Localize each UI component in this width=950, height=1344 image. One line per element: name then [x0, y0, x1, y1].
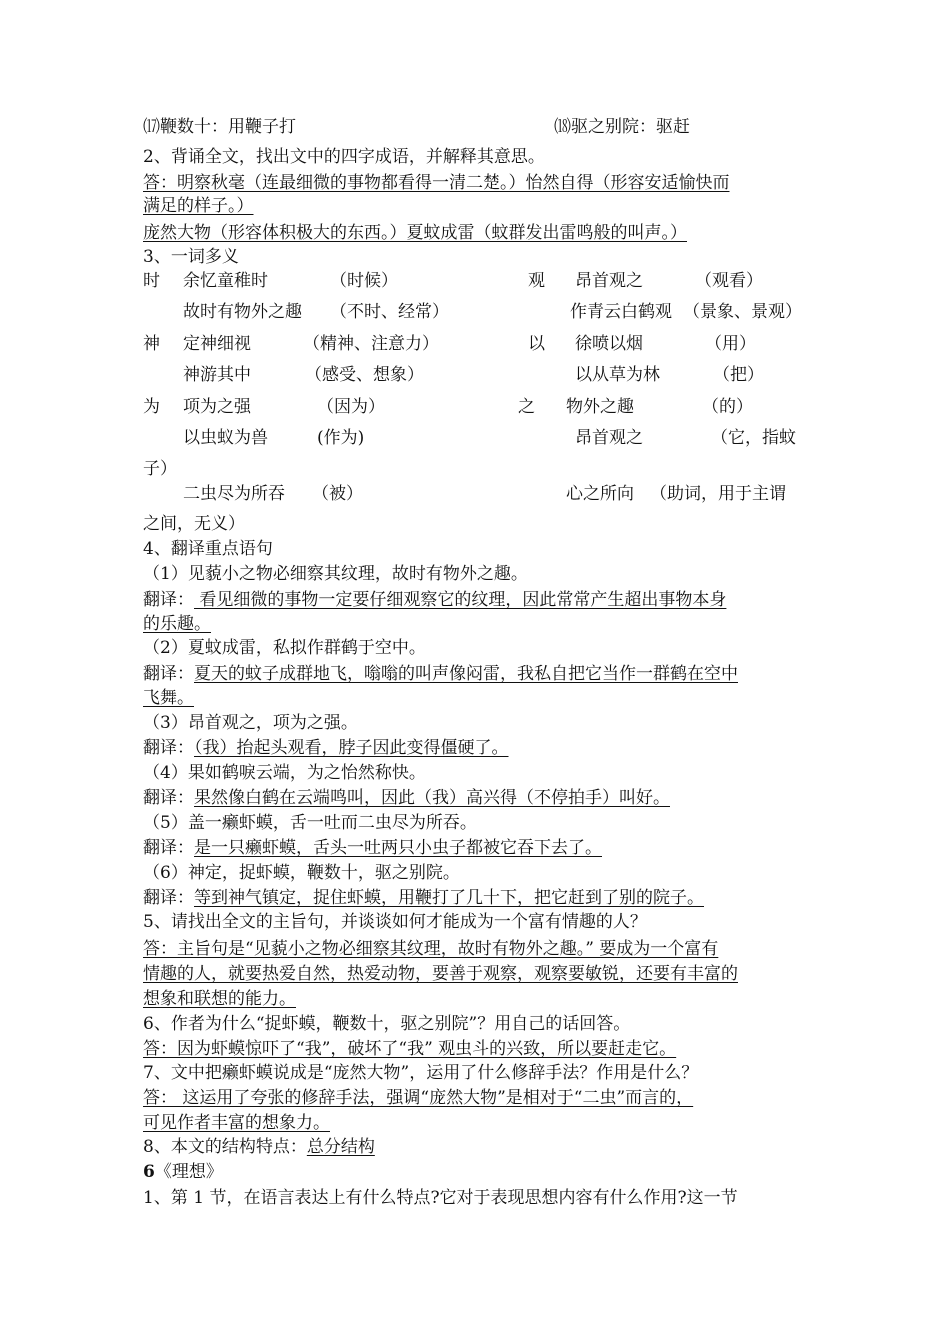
polysemy-example: 以虫蚁为兽	[183, 428, 268, 448]
polysemy-char: 为	[143, 397, 160, 417]
q4-source-4: （4）果如鹤唳云端，为之怡然称快。	[143, 763, 426, 783]
translation-label: 翻译：	[143, 590, 194, 610]
q8-answer: 总分结构	[306, 1137, 375, 1157]
q2-answer-line2: 满足的样子。）	[143, 196, 254, 216]
q4-source-5: （5）盖一癞虾蟆，舌一吐而二虫尽为所吞。	[143, 813, 477, 833]
section-title: 《理想》	[154, 1162, 223, 1182]
q4-source-6: （6）神定，捉虾蟆，鞭数十，驱之别院。	[143, 863, 460, 883]
q5-answer-line1: 答：主旨句是“见藐小之物必细察其纹理，故时有物外之趣。” 要成为一个富有	[143, 939, 719, 959]
polysemy-meaning: （被）	[312, 484, 363, 504]
q8-prefix: 8、本文的结构特点：	[143, 1137, 307, 1157]
q5-title: 5、请找出全文的主旨句，并谈谈如何才能成为一个富有情趣的人？	[143, 912, 647, 932]
translation-text: 果然像白鹤在云端鸣叫，因此（我）高兴得（不停拍手）叫好。	[194, 788, 670, 808]
polysemy-meaning: （的）	[702, 397, 753, 417]
polysemy-example: 徐喷以烟	[575, 334, 643, 354]
polysemy-meaning: （时候）	[330, 271, 398, 291]
polysemy-example: 昂首观之	[575, 428, 643, 448]
polysemy-meaning: （用）	[705, 334, 756, 354]
translation-text: 看见细微的事物一定要仔细观察它的纹理，因此常常产生超出事物本身	[194, 590, 727, 610]
polysemy-char: 观	[528, 271, 545, 291]
q4-translation-5	[143, 837, 602, 859]
polysemy-example: 定神细视	[183, 334, 251, 354]
polysemy-char: 以	[528, 334, 545, 354]
polysemy-meaning: （不时、经常）	[330, 302, 449, 322]
q4-translation-4	[143, 787, 670, 809]
q4-translation-6	[143, 887, 704, 909]
q4-source-1: （1）见藐小之物必细察其纹理，故时有物外之趣。	[143, 564, 528, 584]
q6-title: 6、作者为什么“捉虾蟆，鞭数十，驱之别院”？用自己的话回答。	[143, 1014, 631, 1034]
polysemy-continuation: 之间，无义）	[143, 514, 245, 534]
q7-answer-line1: 答： 这运用了夸张的修辞手法，强调“庞然大物”是相对于“二虫”而言的，	[143, 1088, 694, 1108]
q4-translation-2-cont: 飞舞。	[143, 688, 194, 708]
translation-text: 等到神气镇定，捉住虾蟆，用鞭打了几十下，把它赶到了别的院子。	[194, 888, 704, 908]
polysemy-meaning: （景象、景观）	[683, 302, 802, 322]
polysemy-char: 神	[143, 334, 160, 354]
q4-translation-1	[143, 589, 726, 611]
translation-label: 翻译：	[143, 738, 194, 758]
polysemy-example: 二虫尽为所吞	[183, 484, 285, 504]
polysemy-meaning: （精神、注意力）	[303, 334, 439, 354]
q6-answer: 答：因为虾蟆惊吓了“我”，破坏了“我” 观虫斗的兴致，所以要赶走它。	[143, 1039, 677, 1059]
q7-title: 7、文中把癞虾蟆说成是“庞然大物”，运用了什么修辞手法？作用是什么？	[143, 1063, 699, 1083]
translation-text: 夏天的蚊子成群地飞，嗡嗡的叫声像闷雷，我私自把它当作一群鹤在空中	[194, 664, 738, 684]
q3-title: 3、一词多义	[143, 247, 239, 267]
polysemy-char: 时	[143, 271, 160, 291]
q2-answer-line3: 庞然大物（形容体积极大的东西。）夏蚊成雷（蚊群发出雷鸣般的叫声。）	[143, 223, 687, 243]
polysemy-meaning: （感受、想象）	[305, 365, 424, 385]
q2-title: 2、背诵全文，找出文中的四字成语，并解释其意思。	[143, 147, 545, 167]
translation-text: 是一只癞虾蟆，舌头一吐两只小虫子都被它吞下去了。	[194, 838, 602, 858]
polysemy-meaning: （把）	[713, 365, 764, 385]
q4-source-3: （3）昂首观之，项为之强。	[143, 713, 358, 733]
q8-line	[143, 1136, 375, 1158]
polysemy-example: 项为之强	[183, 397, 251, 417]
polysemy-example: 神游其中	[183, 365, 251, 385]
item-18: ⒅驱之别院：驱赶	[554, 117, 690, 137]
polysemy-example: 物外之趣	[566, 397, 634, 417]
section-number: 6	[143, 1162, 155, 1182]
polysemy-example: 心之所向	[566, 484, 634, 504]
q2-answer-line1: 答：明察秋毫（连最细微的事物都看得一清二楚。）怡然自得（形容安适愉快而	[143, 173, 730, 193]
polysemy-meaning: （因为）	[317, 397, 385, 417]
q5-answer-line2: 情趣的人，就要热爱自然，热爱动物，要善于观察，观察要敏锐，还要有丰富的	[143, 964, 738, 984]
translation-label: 翻译：	[143, 888, 194, 908]
q4-translation-3	[143, 737, 509, 759]
polysemy-char: 之	[518, 397, 535, 417]
translation-label: 翻译：	[143, 788, 194, 808]
polysemy-example: 作青云白鹤观	[570, 302, 672, 322]
translation-text: （我）抬起头观看，脖子因此变得僵硬了。	[194, 738, 509, 758]
polysemy-example: 故时有物外之趣	[183, 302, 302, 322]
section-question-1: 1、第 1 节，在语言表达上有什么特点?它对于表现思想内容有什么作用?这一节	[143, 1188, 738, 1208]
polysemy-example: 以从草为林	[575, 365, 660, 385]
polysemy-meaning: (作为)	[317, 428, 365, 448]
polysemy-meaning: （助词，用于主谓	[650, 484, 786, 504]
q5-answer-line3: 想象和联想的能力。	[143, 989, 296, 1009]
translation-label: 翻译：	[143, 664, 194, 684]
section-heading	[143, 1161, 223, 1183]
polysemy-example: 余忆童稚时	[183, 271, 268, 291]
q7-answer-line2: 可见作者丰富的想象力。	[143, 1113, 330, 1133]
q4-translation-1-cont: 的乐趣。	[143, 614, 211, 634]
polysemy-meaning: （它，指蚊	[711, 428, 796, 448]
polysemy-example: 昂首观之	[575, 271, 643, 291]
polysemy-meaning: （观看）	[695, 271, 763, 291]
polysemy-continuation: 子）	[143, 459, 177, 479]
item-17: ⒄鞭数十：用鞭子打	[143, 117, 296, 137]
translation-label: 翻译：	[143, 838, 194, 858]
q4-title: 4、翻译重点语句	[143, 539, 273, 559]
q4-translation-2	[143, 663, 738, 685]
q4-source-2: （2）夏蚊成雷，私拟作群鹤于空中。	[143, 638, 426, 658]
